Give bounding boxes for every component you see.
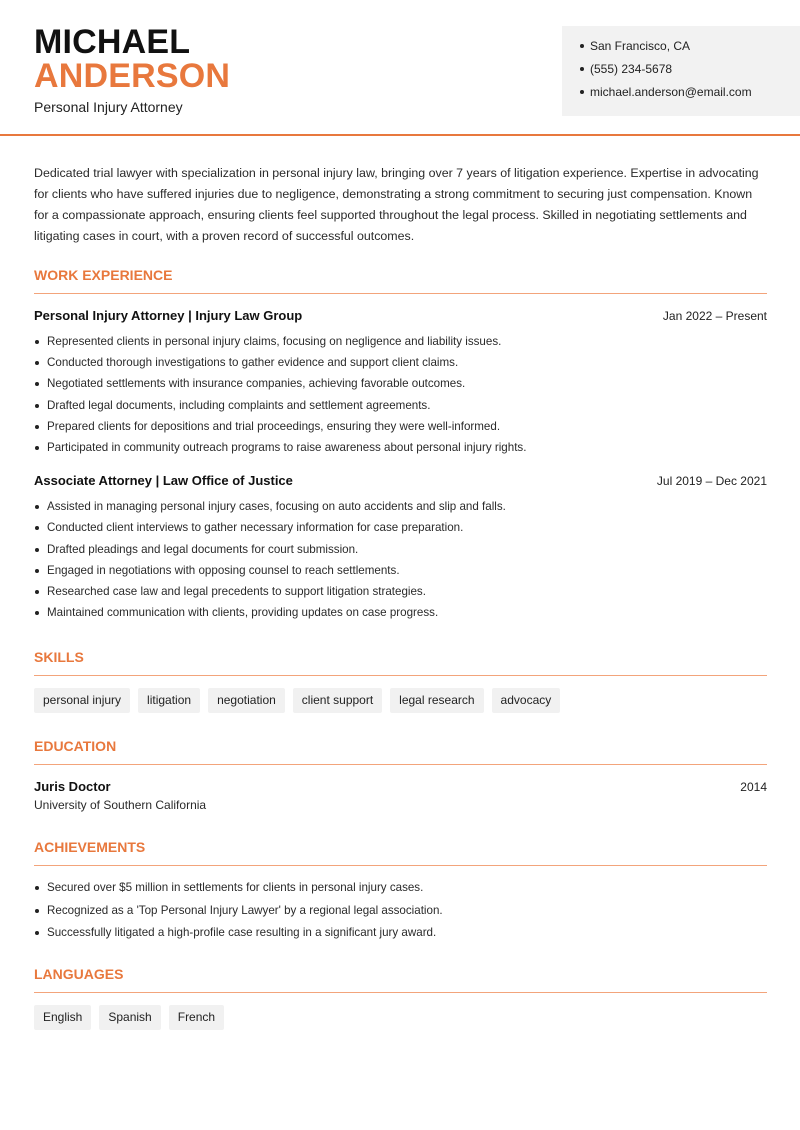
bullet-icon bbox=[35, 886, 39, 890]
language-tag: Spanish bbox=[99, 1005, 160, 1030]
contact-phone bbox=[580, 61, 800, 84]
list-item: Assisted in managing personal injury cases, focusing on auto accidents and slip and falls. bbox=[34, 499, 767, 520]
contact-email bbox=[580, 84, 800, 107]
skill-tag: personal injury bbox=[34, 688, 130, 713]
bullet-icon bbox=[35, 404, 39, 408]
first-name: MICHAEL bbox=[34, 23, 191, 61]
list-item: Represented clients in personal injury claims, focusing on negligence and liability issues. bbox=[34, 334, 767, 355]
contact-phone-text: (555) 234-5678 bbox=[590, 62, 673, 76]
degree: Juris Doctor bbox=[34, 779, 111, 794]
contact-email-text: michael.anderson@email.com bbox=[590, 85, 752, 99]
job-bullets bbox=[34, 334, 767, 461]
list-item: Participated in community outreach programs to raise awareness about personal injury rights. bbox=[34, 440, 767, 461]
section-title: EDUCATION bbox=[34, 737, 767, 765]
list-item: Secured over $5 million in settlements for clients in personal injury cases. bbox=[34, 880, 767, 903]
list-item: Successfully litigated a high-profile case resulting in a significant jury award. bbox=[34, 925, 767, 948]
contact-location bbox=[580, 38, 800, 61]
list-item: Engaged in negotiations with opposing counsel to reach settlements. bbox=[34, 563, 767, 584]
bullet-icon bbox=[35, 548, 39, 552]
bullet-icon bbox=[35, 931, 39, 935]
resume-header bbox=[0, 0, 800, 136]
contact-location-text: San Francisco, CA bbox=[590, 39, 691, 53]
bullet-icon bbox=[35, 526, 39, 530]
list-item: Drafted pleadings and legal documents for court submission. bbox=[34, 542, 767, 563]
education-section bbox=[34, 737, 767, 812]
list-item: Maintained communication with clients, providing updates on case progress. bbox=[34, 605, 767, 626]
bullet-icon bbox=[580, 90, 584, 94]
language-tags bbox=[34, 1005, 767, 1030]
job-header bbox=[34, 473, 767, 493]
last-name: ANDERSON bbox=[34, 57, 231, 95]
list-item: Researched case law and legal precedents to support litigation strategies. bbox=[34, 584, 767, 605]
job-header bbox=[34, 308, 767, 328]
bullet-icon bbox=[35, 361, 39, 365]
job-entry bbox=[34, 473, 767, 626]
bullet-icon bbox=[35, 611, 39, 615]
list-item: Conducted client interviews to gather necessary information for case preparation. bbox=[34, 520, 767, 541]
languages-section bbox=[34, 965, 767, 1030]
job-position: Personal Injury Attorney | Injury Law Group bbox=[34, 308, 303, 323]
bullet-icon bbox=[35, 340, 39, 344]
achievements-list bbox=[34, 880, 767, 948]
graduation-year: 2014 bbox=[740, 780, 767, 794]
list-item: Conducted thorough investigations to gather evidence and support client claims. bbox=[34, 355, 767, 376]
list-item: Recognized as a 'Top Personal Injury Lawyer' by a regional legal association. bbox=[34, 903, 767, 926]
bullet-icon bbox=[35, 425, 39, 429]
school-name: University of Southern California bbox=[34, 798, 207, 812]
job-bullets bbox=[34, 499, 767, 626]
job-position: Associate Attorney | Law Office of Justice bbox=[34, 473, 293, 489]
contact-box bbox=[562, 26, 800, 116]
bullet-icon bbox=[35, 446, 39, 450]
bullet-icon bbox=[35, 505, 39, 509]
achievements-section bbox=[34, 838, 767, 948]
job-date: Jul 2019 – Dec 2021 bbox=[656, 474, 767, 489]
list-item: Negotiated settlements with insurance companies, achieving favorable outcomes. bbox=[34, 376, 767, 397]
skills-tags bbox=[34, 688, 767, 713]
language-tag: French bbox=[169, 1005, 224, 1030]
bullet-icon bbox=[580, 67, 584, 71]
skill-tag: litigation bbox=[138, 688, 200, 713]
bullet-icon bbox=[35, 569, 39, 573]
skill-tag: advocacy bbox=[492, 688, 561, 713]
section-title: SKILLS bbox=[34, 648, 767, 676]
job-date: Jan 2022 – Present bbox=[662, 309, 767, 323]
list-item: Drafted legal documents, including complaints and settlement agreements. bbox=[34, 398, 767, 419]
bullet-icon bbox=[35, 909, 39, 913]
bullet-icon bbox=[580, 44, 584, 48]
section-title: ACHIEVEMENTS bbox=[34, 838, 767, 866]
skill-tag: client support bbox=[293, 688, 382, 713]
education-header bbox=[34, 779, 767, 794]
skills-section bbox=[34, 648, 767, 713]
bullet-icon bbox=[35, 382, 39, 386]
list-item: Prepared clients for depositions and trial proceedings, ensuring they were well-informed. bbox=[34, 419, 767, 440]
job-title: Personal Injury Attorney bbox=[34, 99, 183, 115]
professional-summary: Dedicated trial lawyer with specialization in personal injury law, bringing over 7 years of litigation experience. Expertise in advocating for clients who have suffered injuries due to negligence, demonstrating a strong commitment to securing just compensation. Known for a compassionate approach, ensuring clients feel supported throughout the legal process. Skilled in negotiating settlements and litigating cases in court, with a proven record of successful outcomes. bbox=[34, 166, 759, 243]
language-tag: English bbox=[34, 1005, 91, 1030]
bullet-icon bbox=[35, 590, 39, 594]
skill-tag: negotiation bbox=[208, 688, 285, 713]
section-title: LANGUAGES bbox=[34, 965, 767, 993]
skill-tag: legal research bbox=[390, 688, 483, 713]
job-entry bbox=[34, 308, 767, 461]
section-title: WORK EXPERIENCE bbox=[34, 266, 767, 294]
work-experience-section bbox=[34, 266, 767, 626]
